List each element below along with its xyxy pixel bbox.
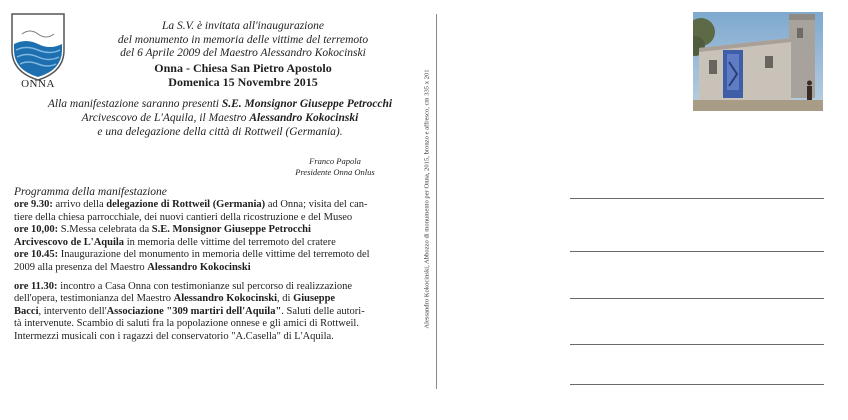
programme-item-1-time: ore 9.30: — [14, 199, 53, 210]
event-place: Onna - Chiesa San Pietro Apostolo — [154, 60, 332, 75]
event-date: Domenica 15 Novembre 2015 — [168, 75, 318, 89]
programme-heading: Programma della manifestazione — [14, 186, 167, 198]
programme-item-4-line-2 — [14, 293, 414, 306]
presence-line-1-text: Alla manifestazione saranno presenti — [47, 98, 222, 110]
programme-text: . Saluti delle autori- — [281, 305, 365, 317]
programme-bold: Bacci — [14, 305, 39, 317]
programme-bold: Alessandro Kokocinski — [173, 293, 278, 305]
address-line — [570, 251, 824, 252]
programme-item-4-time: ore 11.30: — [14, 280, 58, 292]
signature-name: Franco Papola — [309, 156, 361, 166]
center-divider — [436, 14, 437, 389]
programme-bold: delegazione di Rottweil (Germania) — [106, 199, 266, 210]
presence-line-1 — [20, 98, 420, 112]
programme-text: 2009 alla presenza del Maestro — [14, 261, 148, 273]
artwork-caption-wrap — [420, 10, 434, 388]
programme-text: , intervento dell' — [38, 305, 107, 317]
programme-item-2-line-1 — [14, 224, 414, 237]
invitation-line-3: del 6 Aprile 2009 del Maestro Alessandro Kokocinski — [120, 47, 366, 59]
programme-text: incontro a Casa Onna con testimonianze sul percorso di realizzazione — [57, 280, 353, 292]
presence-block — [20, 98, 420, 139]
programme-item-3-time: ore 10.45: — [14, 249, 59, 261]
programme-bold: Arcivescovo de L'Aquila — [14, 236, 125, 248]
programme-text: S.Messa celebrata da — [58, 224, 152, 236]
programme-item-4-line-1 — [14, 281, 414, 294]
presence-line-1-bold: S.E. Monsignor Giuseppe Petrocchi — [221, 98, 393, 110]
address-line — [570, 298, 824, 299]
programme-text: dell'opera, testimonianza del Maestro — [14, 293, 174, 305]
invitation-line-2: del monumento in memoria delle vittime del terremoto — [117, 33, 369, 46]
onna-crest-icon — [8, 10, 68, 82]
crest-label: ONNA — [21, 78, 55, 90]
invitation-block — [78, 20, 408, 90]
programme-bold: S.E. Monsignor Giuseppe Petrocchi — [151, 224, 311, 236]
programme-text: , di — [277, 293, 294, 305]
presence-line-2-bold: Alessandro Kokocinski — [249, 111, 359, 124]
programme-text: Inaugurazione del monumento in memoria delle vittime del terremoto del — [58, 249, 370, 261]
programme-item-4-line-5: Intermezzi musicali con i ragazzi del conservatorio "A.Casella" di L'Aquila. — [14, 330, 334, 342]
presence-line-3: e una delegazione della città di Rottweil (Germania). — [97, 125, 343, 138]
programme-item-1-line-2: tiere della chiesa parrocchiale, dei nuovi cantieri della ricostruzione e del Museo — [14, 211, 353, 223]
programme-bold: Alessandro Kokocinski — [147, 261, 251, 273]
programme-item-3-line-2 — [14, 262, 414, 275]
address-line — [570, 384, 824, 385]
monument-photo — [693, 12, 823, 111]
address-line — [570, 344, 824, 345]
programme-bold: Giuseppe — [293, 293, 336, 305]
programme-item-2-line-2 — [14, 237, 414, 250]
programme-text: in memoria delle vittime del terremoto del cratere — [124, 236, 336, 248]
programme-item-1-line-1 — [14, 199, 414, 212]
programme-item-2-time: ore 10,00: — [14, 224, 59, 236]
presence-line-2 — [20, 112, 420, 126]
programme-item-3-line-1 — [14, 249, 414, 262]
programme-bold: Associazione "309 martiri dell'Aquila" — [106, 305, 282, 317]
programme-item-4-line-4: tà intervenute. Scambio di saluti fra la popolazione onnese e gli amici di Rottweil. — [14, 318, 359, 330]
signature-block — [290, 156, 380, 178]
programme-block — [14, 186, 414, 344]
programme-text: ad Onna; visita del can- — [265, 199, 368, 210]
programme-text: arrivo della — [52, 199, 107, 210]
programme-item-4-line-3 — [14, 306, 414, 319]
invitation-line-1: La S.V. è invitata all'inaugurazione — [162, 20, 324, 32]
artwork-caption: Alessandro Kokocinski, Abbozzo di monumento per Onna, 2015, bronzo e affresco, cm 335 x 201 — [423, 69, 431, 329]
signature-role: Presidente Onna Onlus — [295, 167, 375, 177]
address-line — [570, 198, 824, 199]
presence-line-2-text: Arcivescovo de L'Aquila, il Maestro — [81, 111, 250, 124]
